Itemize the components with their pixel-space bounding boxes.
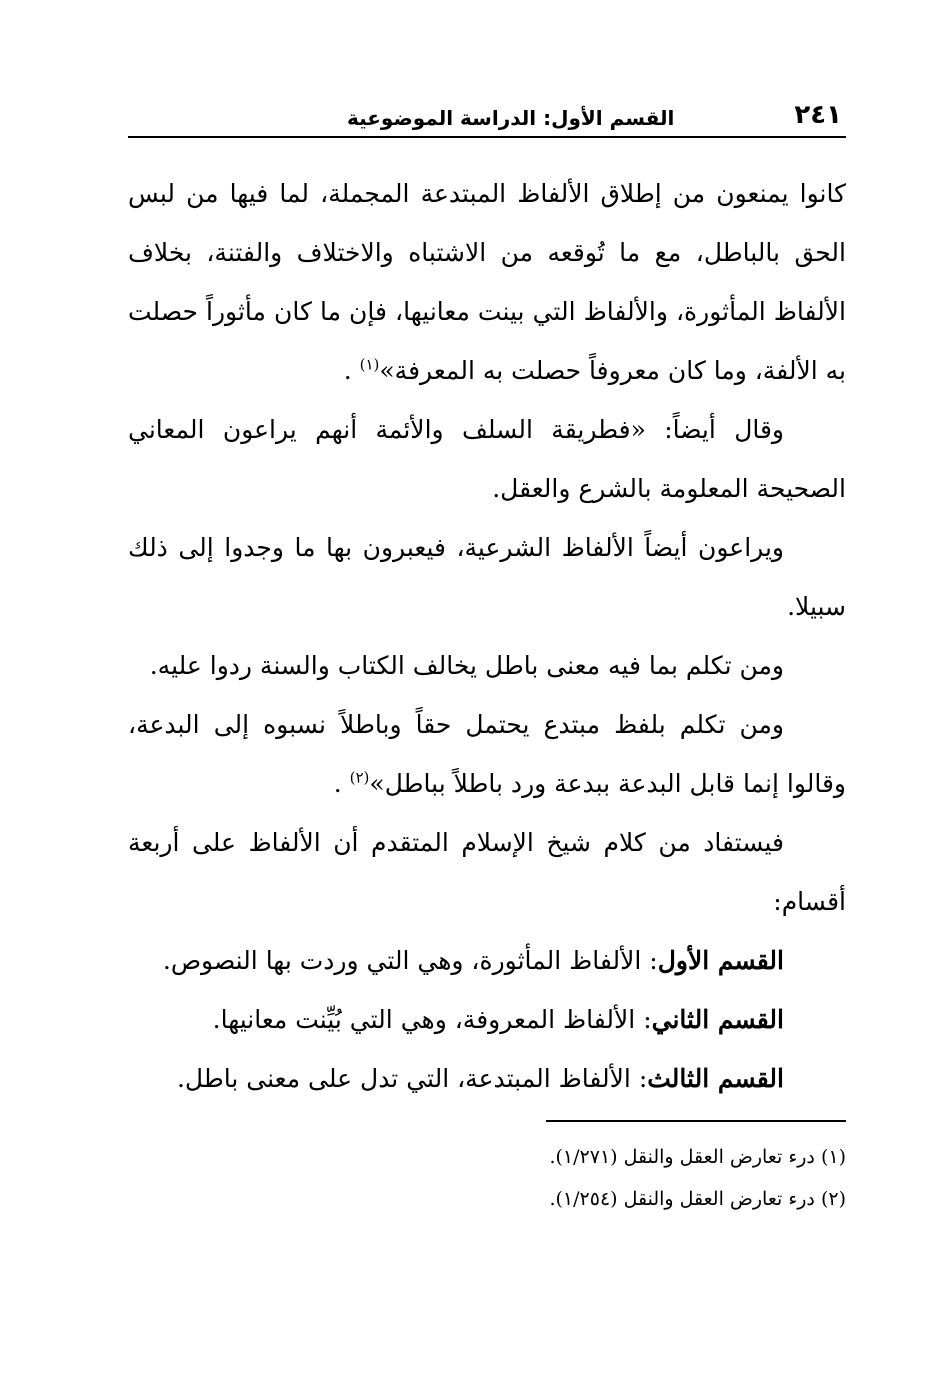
book-page xyxy=(128,90,846,1210)
footnote-2: (٢) درء تعارض العقل والنقل (١/٢٥٤). xyxy=(549,1188,846,1210)
page-header xyxy=(128,90,846,138)
divisions-list xyxy=(128,931,846,1108)
running-title: القسم الأول: الدراسة الموضوعية xyxy=(346,106,675,130)
footnote-marker-1: (١) xyxy=(359,355,380,374)
division-item: القسم الثالث: الألفاظ المبتدعة، التي تدل على معنى باطل. xyxy=(176,1064,784,1093)
division-label: القسم الثالث xyxy=(647,1064,784,1093)
paragraph-conclusion: فيستفاد من كلام شيخ الإسلام المتقدم أن الألفاظ على أربعة أقسام: xyxy=(128,828,846,916)
footnote-marker-2: (٢) xyxy=(349,768,370,787)
paragraph-refutation: ومن تكلم بما فيه معنى باطل يخالف الكتاب والسنة ردوا عليه. xyxy=(149,651,784,680)
division-label: القسم الأول xyxy=(657,946,784,975)
division-label: القسم الثاني xyxy=(651,1005,784,1034)
division-item: القسم الأول: الألفاظ المأثورة، وهي التي وردت بها النصوص. xyxy=(162,946,784,975)
paragraph-quote-end: كانوا يمنعون من إطلاق الألفاظ المبتدعة المجملة، لما فيها من لبس الحق بالباطل، مع ما تُوقعه من الاشتباه والاختلاف والفتنة، بخلاف الألفاظ المأثورة، والألفاظ التي بينت معانيها، فإن ما كان مأثوراً حصلت به الألفة، وما كان معروفاً حصلت به المعرفة»$^{(١)}$ . xyxy=(128,179,846,385)
paragraph-salaf-method: وقال أيضاً: «فطريقة السلف والأئمة أنهم يراعون المعاني الصحيحة المعلومة بالشرع والعقل. xyxy=(128,415,846,503)
footnotes xyxy=(128,1120,846,1220)
page-number: ٢٤١ xyxy=(794,100,842,130)
footnote-divider xyxy=(546,1120,846,1122)
footnote-1: (١) درء تعارض العقل والنقل (١/٢٧١). xyxy=(549,1146,846,1168)
paragraph-innovation: ومن تكلم بلفظ مبتدع يحتمل حقاً وباطلاً نسبوه إلى البدعة، وقالوا إنما قابل البدعة ببدعة ورد باطلاً بباطل»$^{(٢)}$ . xyxy=(128,710,846,798)
body-text xyxy=(128,164,846,1108)
division-item: القسم الثاني: الألفاظ المعروفة، وهي التي بُيِّنت معانيها. xyxy=(212,1005,784,1034)
paragraph-sharia-words: ويراعون أيضاً الألفاظ الشرعية، فيعبرون بها ما وجدوا إلى ذلك سبيلا. xyxy=(128,533,846,621)
